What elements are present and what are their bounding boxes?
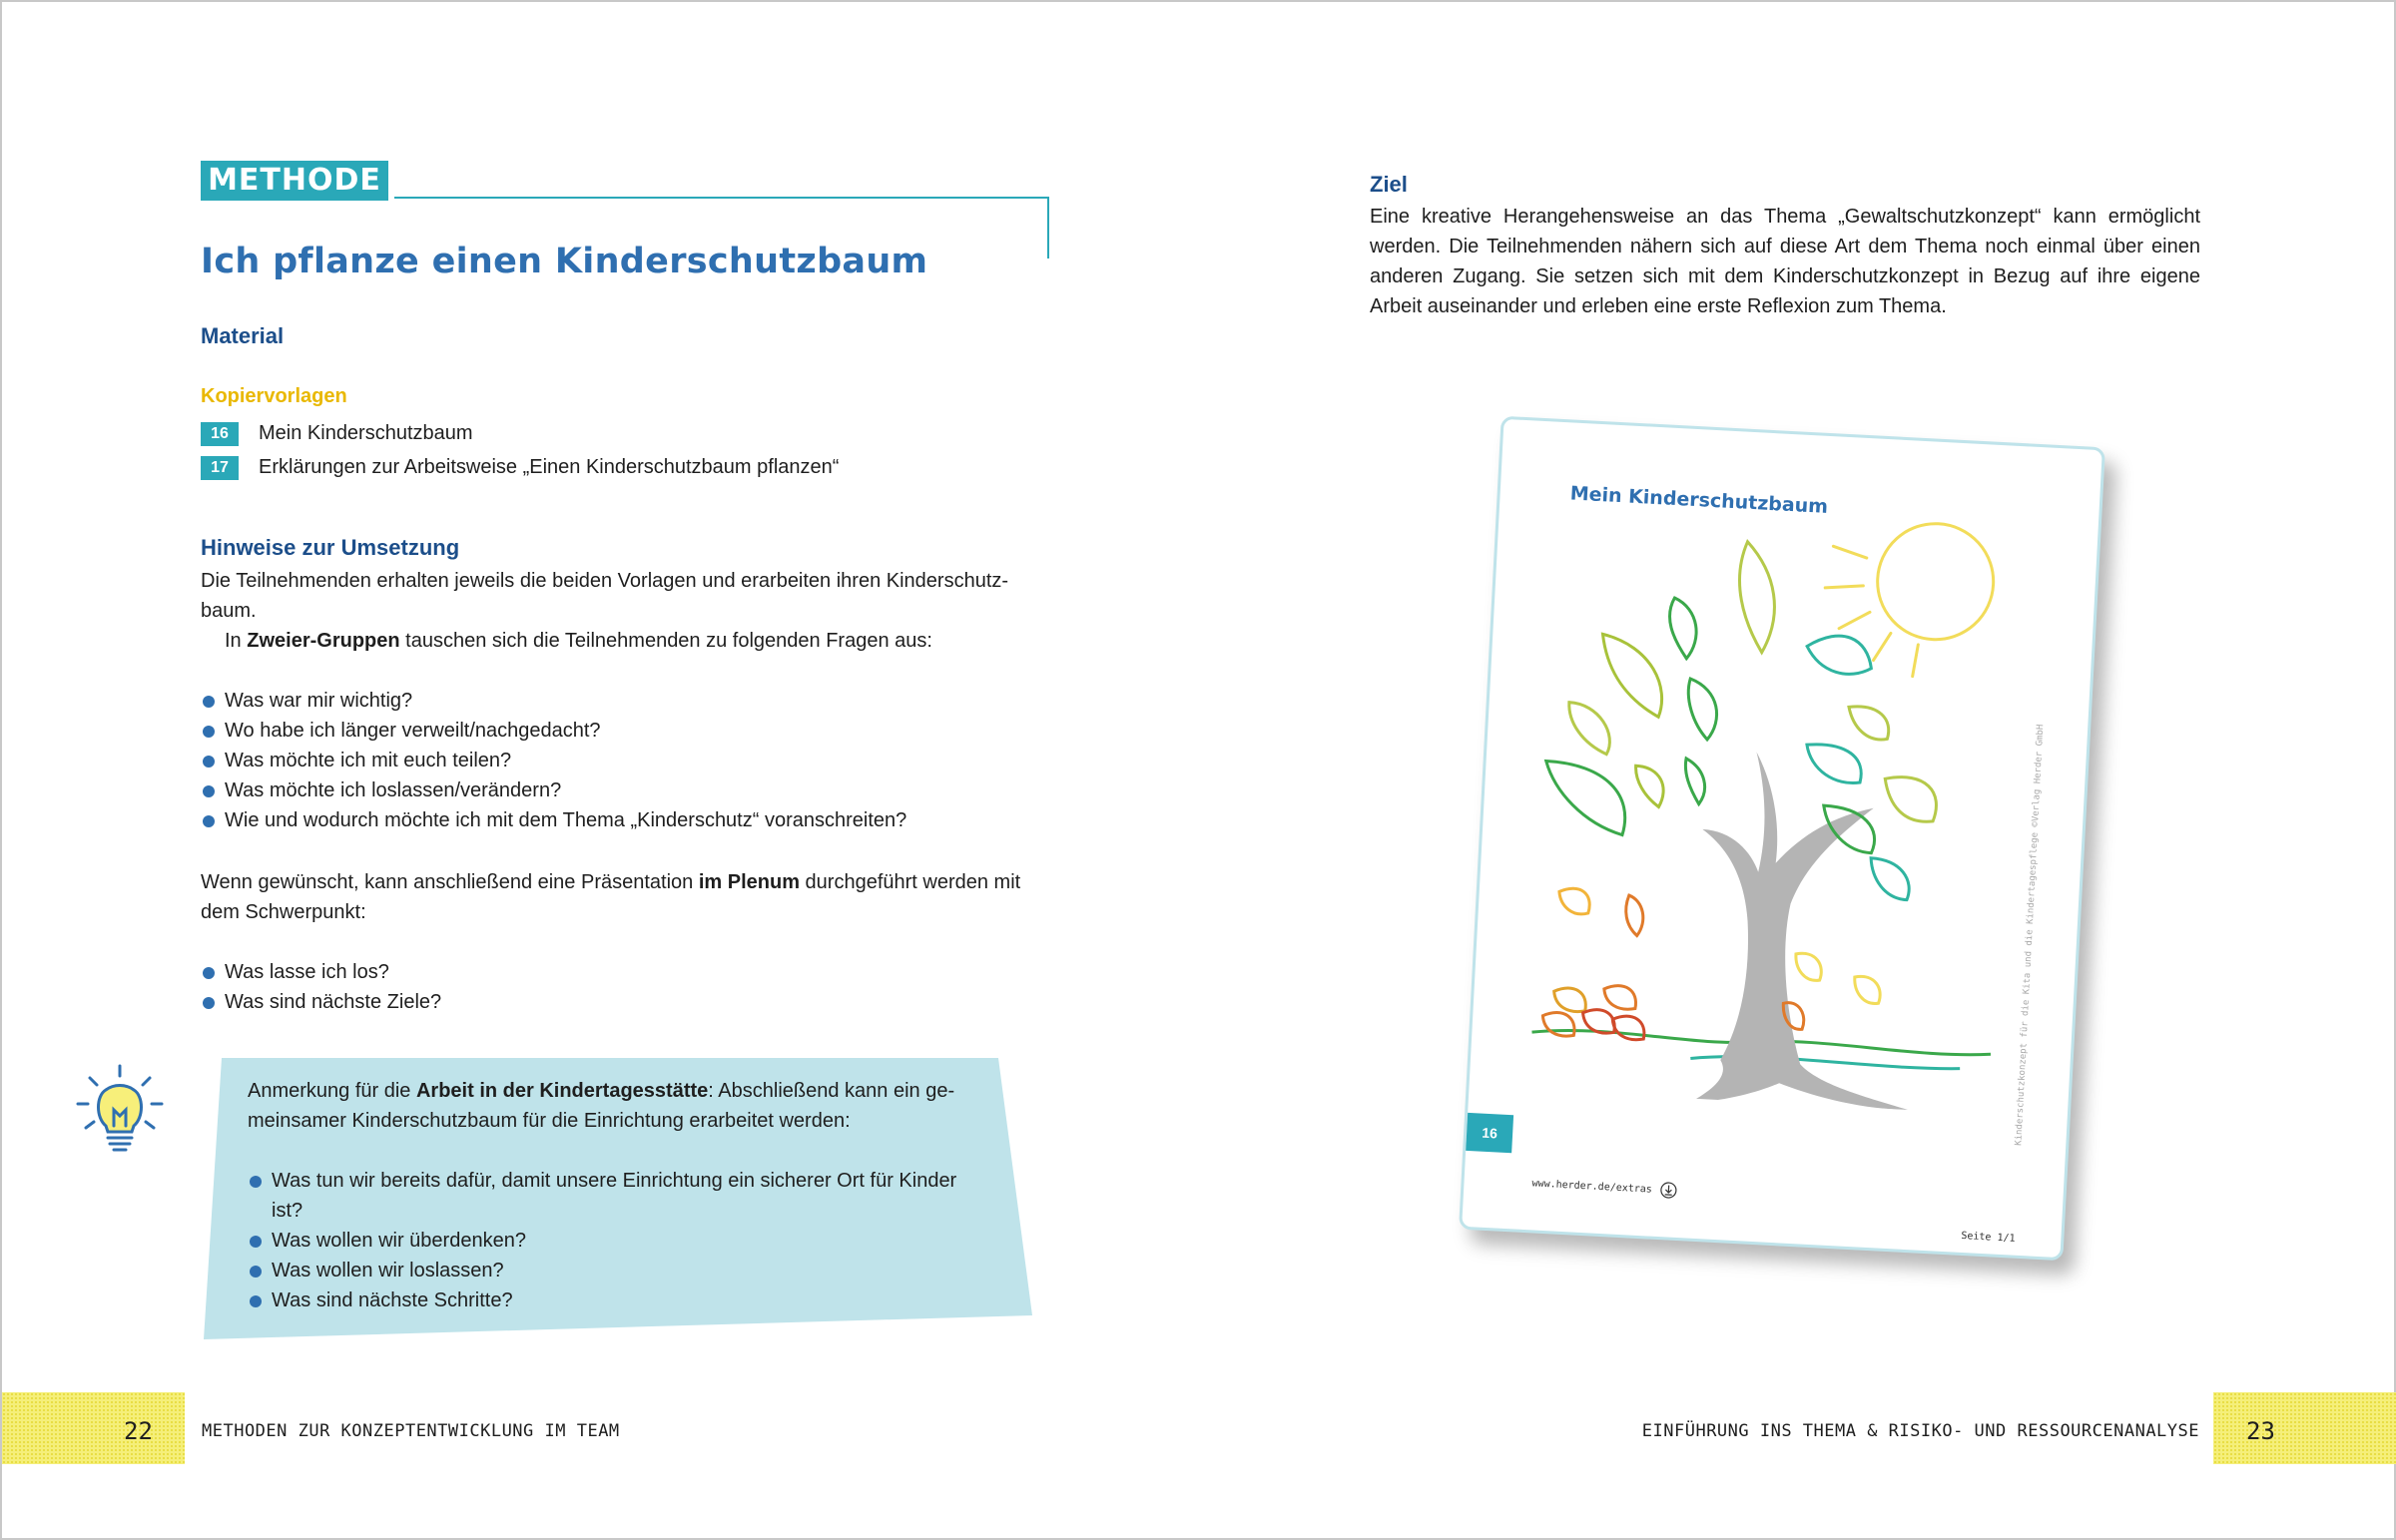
list-item: Was sind nächste Ziele?	[201, 987, 1029, 1017]
list-item: Wo habe ich länger verweilt/nachgedacht?	[201, 716, 1029, 746]
footer-right-box	[2213, 1392, 2396, 1464]
list-item: Was war mir wichtig?	[201, 686, 1029, 716]
hinweise-paragraph-2	[225, 626, 1029, 656]
lightbulb-icon	[72, 1062, 168, 1158]
hinweise-bold: Zweier-Gruppen	[247, 630, 400, 652]
footer-left-box	[2, 1392, 185, 1464]
material-heading: Material	[201, 323, 285, 348]
note-bold: Arbeit in der Kindertagesstätte	[415, 1080, 709, 1102]
worksheet-title: Mein Kinderschutzbaum	[1569, 482, 1829, 518]
kopiervorlagen-list	[201, 416, 1049, 484]
plenum-questions-list	[201, 957, 1029, 1017]
method-badge: METHODE	[201, 161, 388, 201]
download-icon	[1659, 1181, 1678, 1200]
worksheet-preview	[1440, 411, 2138, 1280]
footer-label-left: METHODEN ZUR KONZEPTENTWICKLUNG IM TEAM	[202, 1421, 620, 1441]
hinweise-text: In	[225, 630, 248, 652]
ziel-paragraph: Eine kreative Herangehensweise an das Thema „Gewaltschutzkonzept“ kann ermöglicht werden. Die Teilnehmenden nähern sich auf diese Art dem Thema noch einmal über einen anderen Zugang. Sie setzen sich mit dem Kinderschutzkonzept in Bezug auf ihre eigene Arbeit auseinander und erleben eine erste Reflexion zum Thema.	[1370, 206, 2200, 317]
plenum-text: Wenn gewünscht, kann anschließend eine Präsentation	[201, 871, 699, 893]
note-text: Anmerkung für die	[248, 1080, 416, 1102]
kopiervorlage-number: 17	[201, 456, 239, 480]
worksheet-number-badge: 16	[1466, 1113, 1513, 1153]
page-title: Ich pflanze einen Kinderschutzbaum	[201, 242, 928, 281]
note-text: : Abschließend kann ein ge-meinsamer Kinderschutzbaum für die Einrichtung erarbeitet werden:	[248, 1080, 955, 1132]
list-item: Was wollen wir überdenken?	[248, 1226, 986, 1256]
list-item: Was tun wir bereits dafür, damit unsere Einrichtung ein sicherer Ort für Kinder ist?	[248, 1166, 986, 1226]
list-item: Was lasse ich los?	[201, 957, 1029, 987]
kopiervorlage-text: Erklärungen zur Arbeitsweise „Einen Kinderschutzbaum pflanzen“	[259, 456, 840, 478]
kopiervorlage-item	[201, 416, 1049, 450]
list-item: Was möchte ich loslassen/verändern?	[201, 775, 1029, 805]
list-item: Wie und wodurch möchte ich mit dem Thema „Kinderschutz“ voranschreiten?	[201, 805, 1029, 835]
questions-list	[201, 686, 1029, 835]
kopiervorlagen-heading: Kopiervorlagen	[201, 385, 347, 407]
kopiervorlage-item	[201, 450, 1049, 484]
list-item: Was möchte ich mit euch teilen?	[201, 746, 1029, 775]
tree-illustration	[1490, 490, 2040, 1115]
note-paragraph	[248, 1076, 986, 1136]
worksheet-copyright-text: Kinderschutzkonzept für die Kita und die Kindertagespflege ©Verlag Herder GmbH	[2014, 724, 2047, 1147]
plenum-bold: im Plenum	[698, 871, 800, 893]
note-box	[248, 1076, 986, 1315]
hinweise-paragraph: Die Teilnehmenden erhalten jeweils die beiden Vorlagen und erarbeiten ihren Kinderschutz-baum.	[201, 570, 1009, 622]
sun-icon	[1821, 518, 1997, 681]
list-item: Was wollen wir loslassen?	[248, 1256, 986, 1285]
hinweise-heading: Hinweise zur Umsetzung	[201, 535, 460, 560]
ziel-heading: Ziel	[1370, 172, 1408, 197]
page-number-left: 22	[124, 1417, 153, 1445]
worksheet-page-label: Seite 1/1	[1961, 1230, 2016, 1245]
note-questions-list	[248, 1166, 986, 1315]
worksheet-card	[1459, 416, 2105, 1262]
hinweise-text: tauschen sich die Teilnehmenden zu folgenden Fragen aus:	[399, 630, 932, 652]
footer-label-right: EINFÜHRUNG INS THEMA & RISIKO- UND RESSOURCENANALYSE	[1641, 1421, 2199, 1441]
plenum-paragraph	[201, 867, 1035, 927]
header-rule-tick	[1047, 197, 1049, 258]
worksheet-url: www.herder.de/extras	[1531, 1178, 1653, 1196]
kopiervorlage-text: Mein Kinderschutzbaum	[259, 422, 473, 444]
page-number-right: 23	[2246, 1417, 2275, 1445]
header-rule	[394, 197, 1049, 199]
list-item: Was sind nächste Schritte?	[248, 1285, 986, 1315]
plenum-text: durchgeführt werden mit dem Schwerpunkt:	[201, 871, 1021, 923]
kopiervorlage-number: 16	[201, 422, 239, 446]
